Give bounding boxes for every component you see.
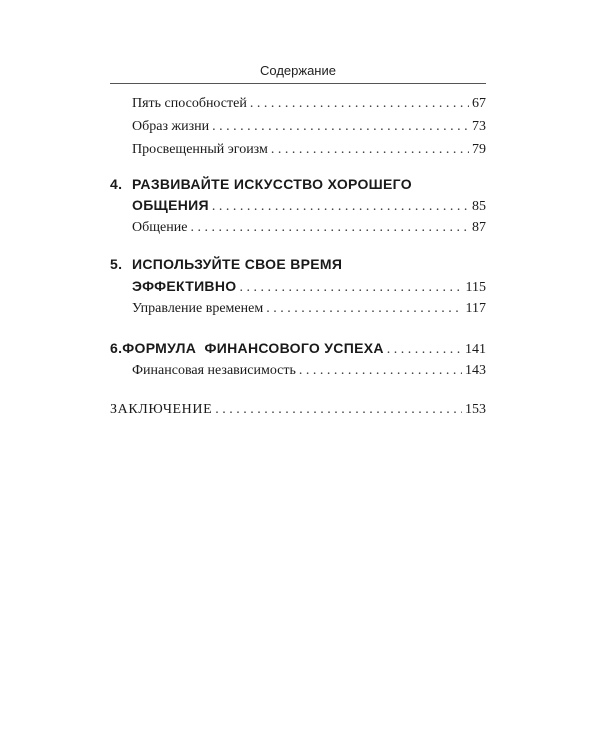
chapter-title-line2: ОБЩЕНИЯ xyxy=(132,197,209,213)
dot-leader xyxy=(212,199,469,215)
header-rule xyxy=(110,83,486,84)
toc-chapter-heading-cont[interactable] xyxy=(110,278,486,300)
toc-chapter-heading-cont[interactable] xyxy=(110,197,486,219)
dot-leader xyxy=(215,402,462,418)
dot-leader xyxy=(212,119,469,135)
toc-entry-label: Финансовая независимость xyxy=(132,363,296,378)
toc-entry-page: 141 xyxy=(465,342,486,357)
dot-leader xyxy=(239,280,462,296)
toc-entry[interactable] xyxy=(110,363,486,385)
toc-entry[interactable] xyxy=(110,301,486,323)
chapter-title: ФОРМУЛА ФИНАНСОВОГО УСПЕХА xyxy=(122,340,384,356)
toc-entry-label: Просвещенный эгоизм xyxy=(132,142,268,157)
chapter-title-line1: РАЗВИВАЙТЕ ИСКУССТВО ХОРОШЕГО xyxy=(132,176,412,192)
chapter-number: 5. xyxy=(110,256,123,272)
toc-entry[interactable] xyxy=(110,96,486,118)
toc-entry-page: 85 xyxy=(472,199,486,214)
toc-chapter-heading[interactable] xyxy=(110,176,486,198)
toc-entry-page: 67 xyxy=(472,96,486,111)
dot-leader xyxy=(266,301,462,317)
toc-entry-label: Общение xyxy=(132,220,188,235)
dot-leader xyxy=(271,142,469,158)
toc-entry-conclusion[interactable] xyxy=(110,402,486,424)
toc-entry[interactable] xyxy=(110,142,486,164)
chapter-title-line1: ИСПОЛЬЗУЙТЕ СВОЕ ВРЕМЯ xyxy=(132,256,343,272)
dot-leader xyxy=(190,220,469,236)
running-head: Содержание xyxy=(260,63,336,78)
toc-entry-page: 73 xyxy=(472,119,486,134)
toc-chapter-heading[interactable] xyxy=(110,256,486,278)
toc-entry-page: 79 xyxy=(472,142,486,157)
chapter-number: 4. xyxy=(110,176,123,192)
toc-entry-page: 87 xyxy=(472,220,486,235)
toc-entry[interactable] xyxy=(110,220,486,242)
chapter-title-line2: ЭФФЕКТИВНО xyxy=(132,278,237,294)
toc-entry-page: 117 xyxy=(465,301,486,316)
toc-entry-page: 153 xyxy=(465,402,486,417)
toc-entry-page: 115 xyxy=(465,280,486,295)
toc-chapter-heading[interactable] xyxy=(110,340,486,362)
toc-entry-label: ЗАКЛЮЧЕНИЕ xyxy=(110,402,213,417)
dot-leader xyxy=(387,342,462,358)
dot-leader xyxy=(299,363,462,379)
toc-entry-page: 143 xyxy=(465,363,486,378)
dot-leader xyxy=(250,96,469,112)
toc-entry-label: Управление временем xyxy=(132,301,264,316)
chapter-number: 6. xyxy=(110,340,123,356)
toc-entry-label: Пять способностей xyxy=(132,96,247,111)
toc-entry-label: Образ жизни xyxy=(132,119,210,134)
toc-entry[interactable] xyxy=(110,119,486,141)
